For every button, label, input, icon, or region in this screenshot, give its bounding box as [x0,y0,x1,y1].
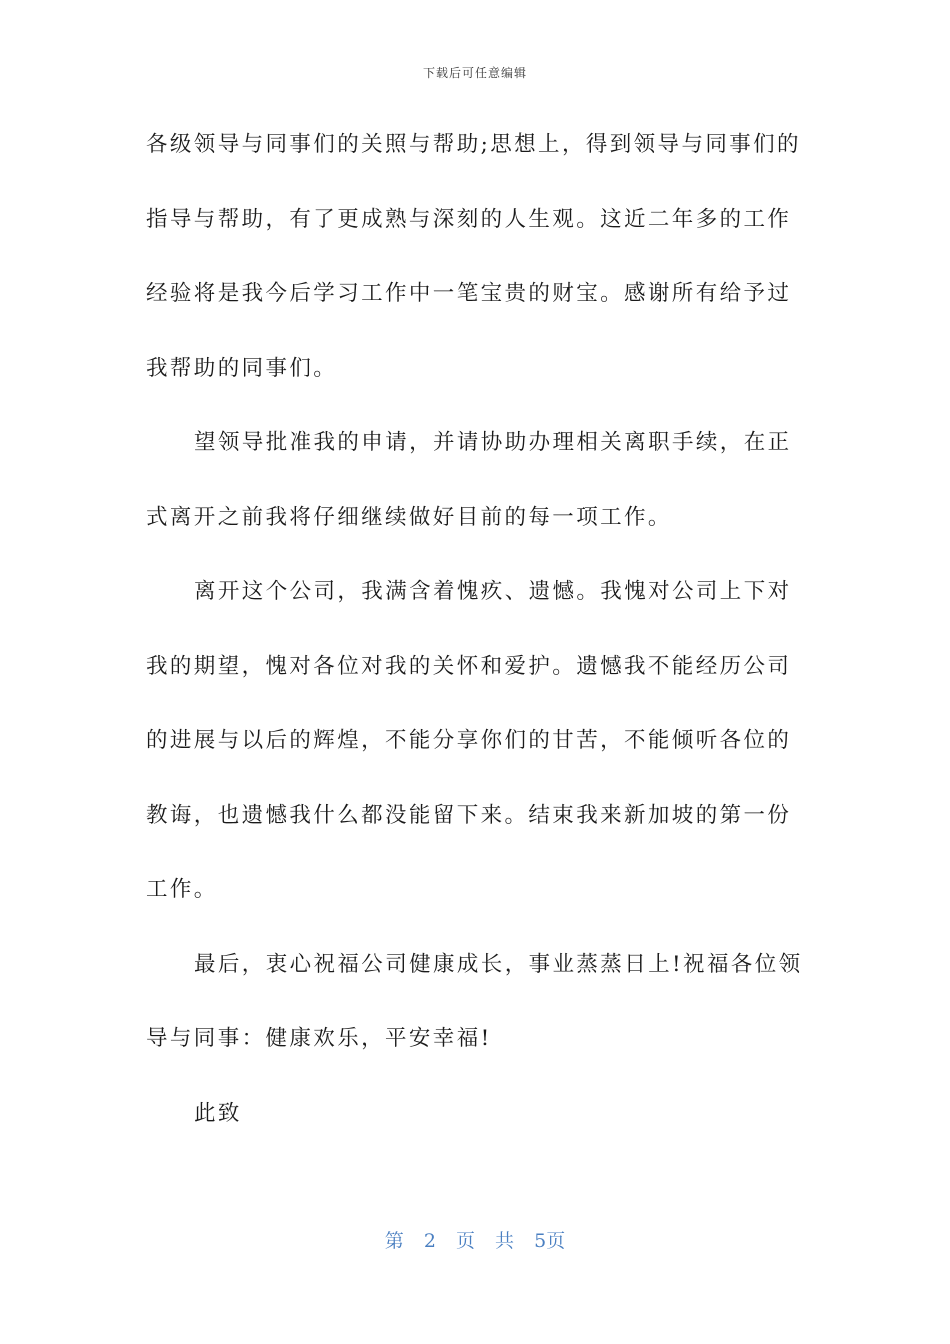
paragraph-line: 导与同事：健康欢乐，平安幸福! [146,1026,492,1051]
paragraph-line: 望领导批准我的申请，并请协助办理相关离职手续，在正 [194,430,792,455]
footer-current-page: 2 [423,1230,436,1252]
paragraph-line: 的进展与以后的辉煌，不能分享你们的甘苦，不能倾听各位的 [146,728,792,753]
document-body [146,122,806,1165]
paragraph-line: 工作。 [146,877,218,902]
closing-line: 此致 [194,1100,242,1126]
page-footer [0,1226,950,1253]
footer-total-prefix: 共 [495,1230,515,1252]
footer-page-word: 页 [455,1230,475,1252]
paragraph-line: 我的期望，愧对各位对我的关怀和爱护。遗憾我不能经历公司 [146,653,792,679]
footer-page-prefix: 第 [384,1230,404,1252]
paragraph-line: 最后，衷心祝福公司健康成长，事业蒸蒸日上!祝福各位领 [194,951,803,977]
paragraph-line: 式离开之前我将仔细继续做好目前的每一项工作。 [146,504,672,530]
paragraph-line: 各级领导与同事们的关照与帮助;思想上，得到领导与同事们的 [146,132,801,157]
page-header: 下载后可任意编辑 [422,66,527,80]
paragraph-line: 指导与帮助，有了更成熟与深刻的人生观。这近二年多的工作 [146,206,792,232]
paragraph-line: 经验将是我今后学习工作中一笔宝贵的财宝。感谢所有给予过 [146,281,792,306]
footer-total-pages: 5页 [534,1230,566,1252]
paragraph-line: 离开这个公司，我满含着愧疚、遗憾。我愧对公司上下对 [194,579,792,604]
paragraph-line: 我帮助的同事们。 [146,355,338,381]
paragraph-line: 教诲，也遗憾我什么都没能留下来。结束我来新加坡的第一份 [146,802,792,828]
